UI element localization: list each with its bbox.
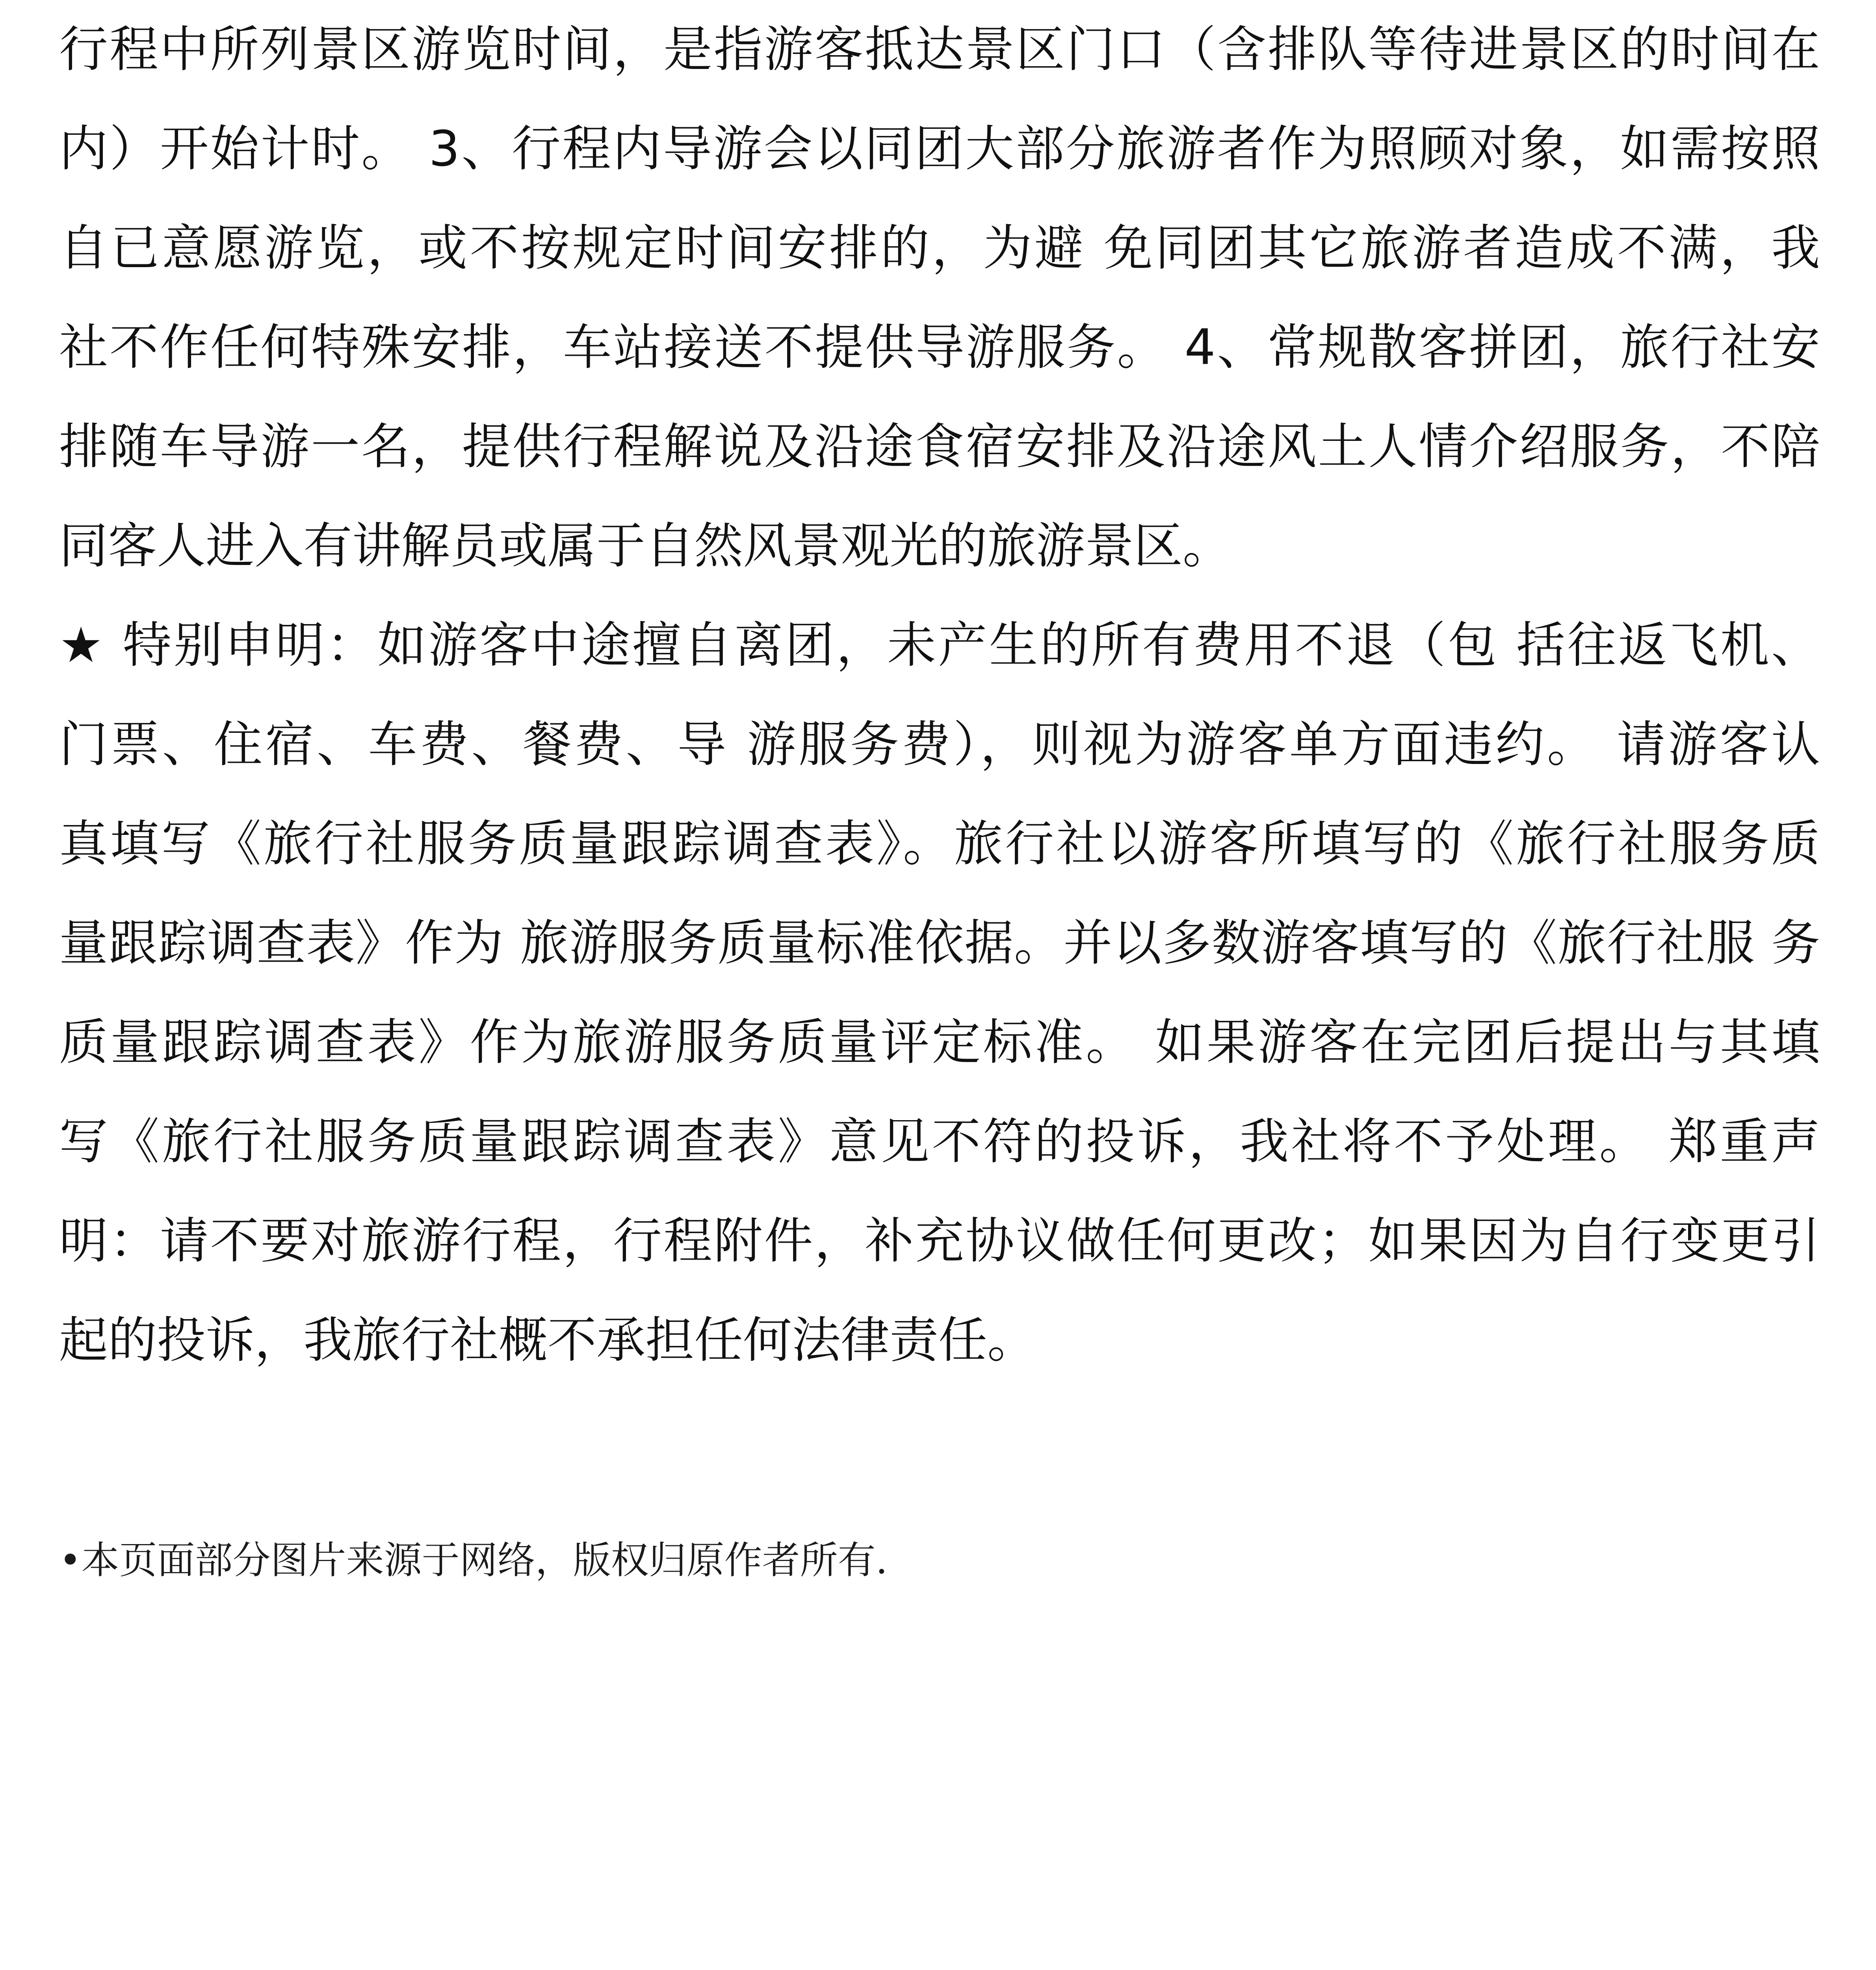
text-line: 排随车导游一名，提供行程解说及沿途食宿安排及沿途风土人情介绍服务，不陪 [59,418,1820,475]
text-line: 自已意愿游览，或不按规定时间安排的，为避 免同团其它旅游者造成不满，我 [59,220,1820,277]
text-line: 同客人进入有讲解员或属于自然风景观光的旅游景区。 [59,518,1232,574]
text-line: 真填写《旅行社服务质量跟踪调查表》。旅行社以游客所填写的《旅行社服务质 [59,816,1820,872]
text-line: ★ 特别申明：如游客中途擅自离团，未产生的所有费用不退（包 括往返飞机、 [59,617,1820,674]
text-line: 社不作任何特殊安排，车站接送不提供导游服务。 4、常规散客拼团，旅行社安 [59,319,1820,376]
image-source-note: •本页面部分图片来源于网络，版权归原作者所有. [59,1538,888,1582]
text-line: 量跟踪调查表》作为 旅游服务质量标准依据。并以多数游客填写的《旅行社服 务 [59,915,1820,972]
text-line: 起的投诉，我旅行社概不承担任何法律责任。 [59,1312,1036,1369]
text-line: 写《旅行社服务质量跟踪调查表》意见不符的投诉，我社将不予处理。 郑重声 [59,1113,1820,1170]
text-line: 内）开始计时。 3、行程内导游会以同团大部分旅游者作为照顾对象，如需按照 [59,121,1820,177]
text-line: 行程中所列景区游览时间，是指游客抵达景区门口（含排队等待进景区的时间在 [59,21,1820,78]
text-line: 门票、住宿、车费、餐费、导 游服务费），则视为游客单方面违约。 请游客认 [59,716,1820,773]
body-text [59,0,1820,1390]
text-line: 明：请不要对旅游行程，行程附件，补充协议做任何更改；如果因为自行变更引 [59,1213,1820,1269]
text-line: 质量跟踪调查表》作为旅游服务质量评定标准。 如果游客在完团后提出与其填 [59,1014,1820,1071]
